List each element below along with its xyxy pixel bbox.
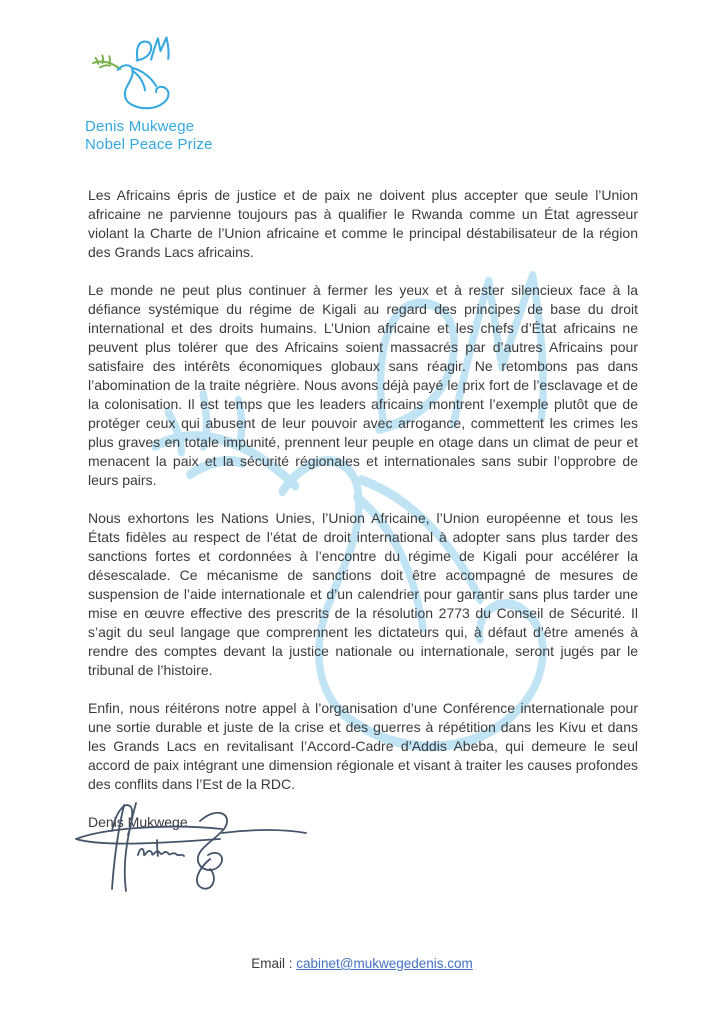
letterhead-text bbox=[85, 118, 213, 154]
letter-paragraph-1: Les Africains épris de justice et de paix ne doivent plus accepter que seule l’Union africaine ne parvienne toujours pas à qualifier le Rwanda comme un État agresseur violant la Charte de l’Union africaine et comme le principal déstabilisateur de la région des Grands Lacs africains. bbox=[88, 187, 638, 260]
letterhead-name: Denis Mukwege bbox=[85, 118, 195, 135]
letterhead-title: Nobel Peace Prize bbox=[85, 136, 213, 153]
letter-paragraph-3: Nous exhortons les Nations Unies, l’Union Africaine, l’Union européenne et tous les États fidèles au respect de l’état de droit international à adopter sans plus tarder des sanctions fortes et cordonnées à l’encontre du régime de Kigali pour accélérer la désescalade. Ce mécanisme de sanctions doit être accompagné de mesures de suspension de l’aide internationale et d’un calendrier pour garantir sans plus tarder une mise en œuvre effective des prescrits de la résolution 2773 du Conseil de Sécurité. Il s’agit du seul langage que comprennent les dictateurs qui, à défaut d’être amenés à rendre des comptes devant la justice nationale ou internationale, seront jugés par le tribunal de l’histoire. bbox=[88, 510, 638, 678]
signature-block bbox=[88, 813, 638, 903]
letter-paragraph-2: Le monde ne peut plus continuer à fermer les yeux et à rester silencieux face à la défiance systémique du régime de Kigali au regard des principes de base du droit international et des droits humains. L’Union africaine et les chefs d’État africains ne peuvent plus tolérer que des Africains soient massacrés par d’autres Africains pour satisfaire des intérêts économiques globaux sans réagir. Ne retombons pas dans l’abomination de la traite négrière. Nous avons déjà payé le prix fort de l’esclavage et de la colonisation. Il est temps que les leaders africains montrent l’exemple plutôt que de protéger ceux qui abusent de leur pouvoir avec arrogance, commettent les crimes les plus graves en totale impunité, prennent leur peuple en otage dans un climat de peur et menacent la paix et la sécurité régionales et internationales sans subir l’opprobre de leurs pairs. bbox=[88, 282, 638, 488]
email-link[interactable]: cabinet@mukwegedenis.com bbox=[296, 956, 473, 971]
signatory-name: Denis Mukwege bbox=[88, 814, 188, 830]
letter-body bbox=[88, 186, 638, 903]
letter-paragraph-4: Enfin, nous réitérons notre appel à l’organisation d’une Conférence internationale pour une sortie durable et juste de la crise et des guerres à répétition dans les Kivu et dans les Grands Lacs en revitalisant l’Accord-Cadre d’Addis Abeba, qui demeure le seul accord de paix intégrant une dimension régionale et visant à traiter les causes profondes des conflits dans l’Est de la RDC. bbox=[88, 700, 638, 792]
dove-logo-icon bbox=[85, 34, 195, 116]
footer bbox=[0, 956, 724, 971]
letterhead bbox=[85, 34, 213, 154]
email-label: Email : bbox=[251, 956, 293, 971]
handwritten-signature bbox=[72, 799, 320, 899]
